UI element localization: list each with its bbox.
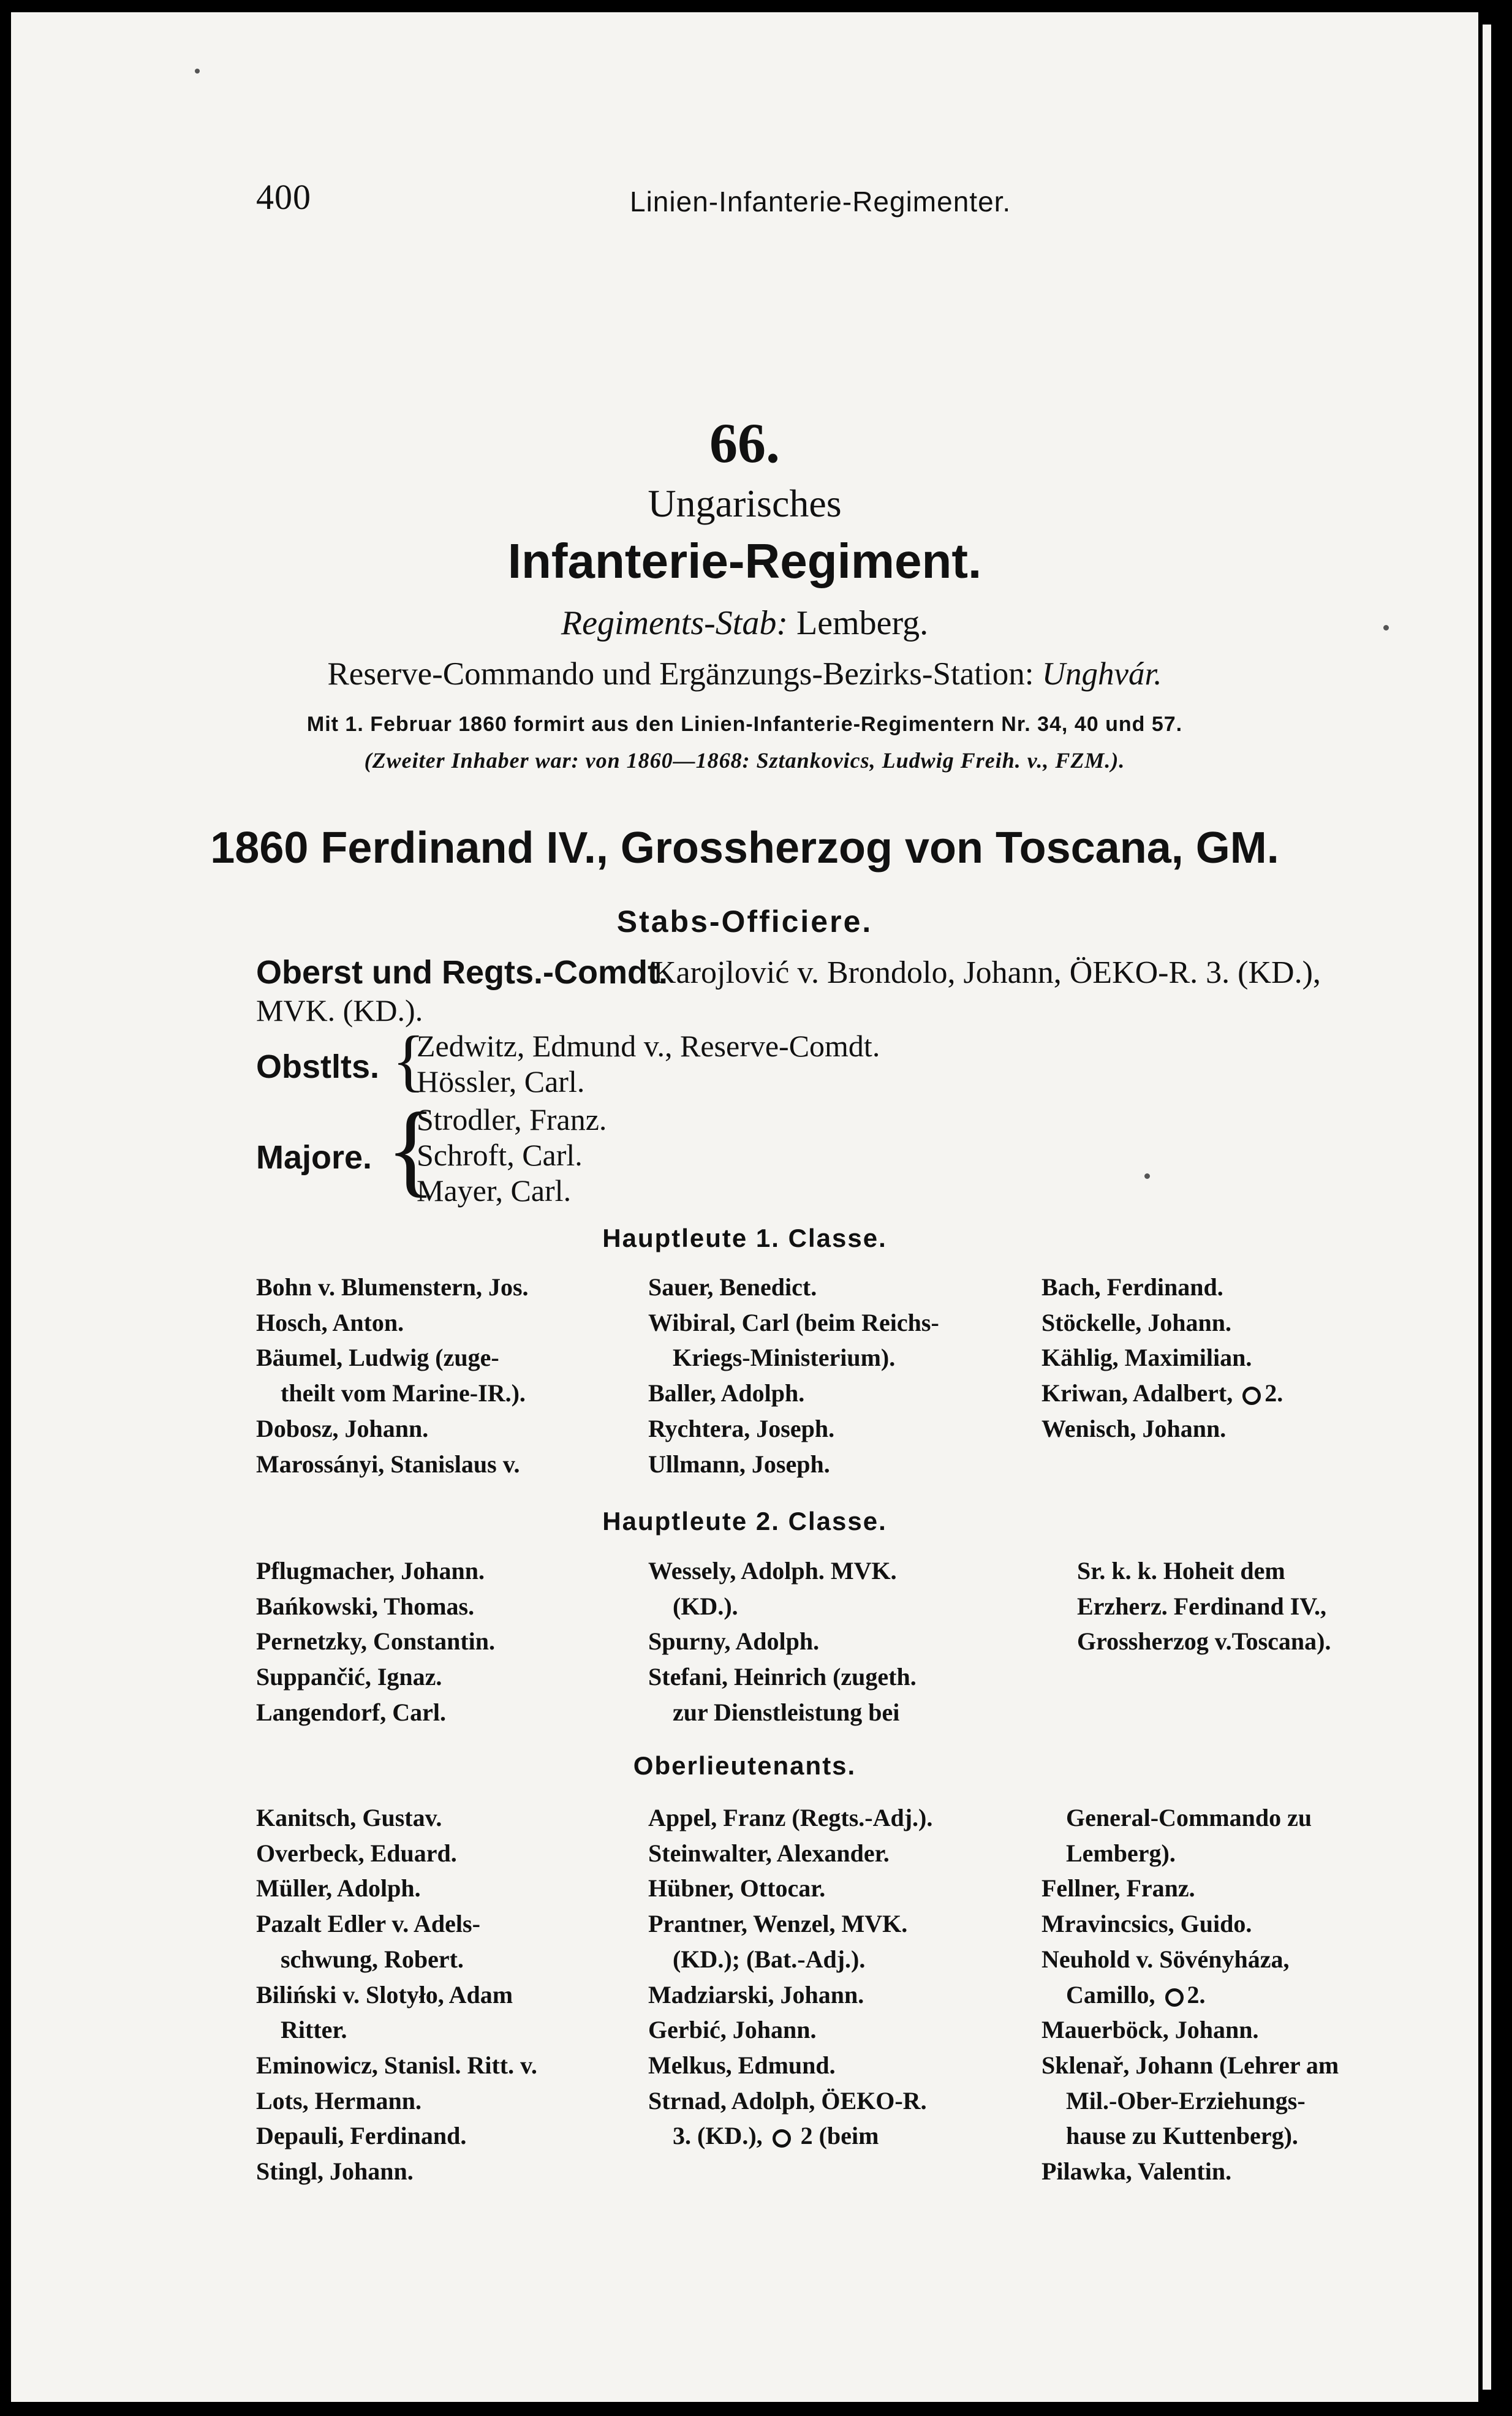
hauptleute-2-title: Hauptleute 2. Classe.	[602, 1507, 887, 1536]
officer-entry: Suppančić, Ignaz.	[256, 1663, 442, 1691]
regiment-nationality: Ungarisches	[648, 482, 842, 525]
regiment-title: Infanterie-Regiment.	[507, 534, 982, 588]
scan-speck	[195, 69, 200, 74]
officer-entry: Kählig, Maximilian.	[1041, 1344, 1252, 1372]
regiment-inhaber: 1860 Ferdinand IV., Grossherzog von Toscana, GM.	[210, 824, 1279, 873]
hauptleute-2-col3	[1077, 1553, 1331, 1659]
officer-entry: Dobosz, Johann.	[256, 1414, 429, 1442]
hauptleute-2-col1	[256, 1553, 495, 1730]
oberlieutenants-col2	[648, 1800, 932, 2154]
oberst-entry: Karojlović v. Brondolo, Johann, ÖEKO-R. 3. (KD.),	[653, 955, 1321, 990]
officer-entry: Stöckelle, Johann.	[1041, 1308, 1232, 1336]
officer-name: Kriwan, Adalbert,	[1041, 1379, 1233, 1407]
reserve-location: Unghvár.	[1041, 656, 1162, 692]
officer-entry: Neuhold v. Sövényháza,	[1041, 1945, 1290, 1973]
officer-entry: Lots, Hermann.	[256, 2086, 421, 2115]
officer-entry: Overbeck, Eduard.	[256, 1839, 457, 1867]
officer-entry-cont: General-Commando zu	[1066, 1804, 1312, 1831]
officer-entry: Kanitsch, Gustav.	[256, 1804, 442, 1831]
officer-entry	[1041, 1376, 1283, 1411]
officer-entry-cont: Sr. k. k. Hoheit dem	[1077, 1557, 1285, 1585]
officer-entry: Biliński v. Slotyło, Adam	[256, 1980, 513, 2009]
officer-entry: Langendorf, Carl.	[256, 1698, 446, 1726]
officer-entry: Gerbić, Johann.	[648, 2016, 817, 2044]
officer-entry-cont: schwung, Robert.	[281, 1945, 464, 1973]
officer-text: 3. (KD.),	[673, 2122, 763, 2150]
officer-entry: Depauli, Ferdinand.	[256, 2122, 467, 2150]
obstlt-entry: Hössler, Carl.	[417, 1064, 585, 1099]
obstlt-entry: Zedwitz, Edmund v., Reserve-Comdt.	[417, 1029, 880, 1063]
order-class: 2.	[1187, 1980, 1206, 2009]
scan-speck	[1144, 1173, 1150, 1179]
officer-entry-cont: hause zu Kuttenberg).	[1066, 2122, 1298, 2150]
oberst-label: Oberst und Regts.-Comdt.	[256, 954, 668, 991]
officer-entry-cont: Grossherzog v.Toscana).	[1077, 1627, 1331, 1656]
obstlts-brace: {	[392, 1023, 425, 1099]
officer-text: 2 (beim	[800, 2122, 879, 2150]
officer-entry: Steinwalter, Alexander.	[648, 1839, 890, 1867]
officer-entry: Pazalt Edler v. Adels-	[256, 1910, 480, 1938]
officer-entry-cont	[648, 2118, 932, 2154]
officer-entry-cont: (KD.); (Bat.-Adj.).	[673, 1945, 866, 1973]
order-circle-icon	[1165, 1988, 1184, 2007]
order-circle-icon	[773, 2129, 791, 2148]
stab-location: Lemberg.	[796, 604, 929, 642]
officer-entry: Pflugmacher, Johann.	[256, 1557, 485, 1585]
officer-entry: Stefani, Heinrich (zugeth.	[648, 1663, 917, 1691]
officer-entry: Rychtera, Joseph.	[648, 1414, 835, 1442]
reserve-station	[11, 656, 1478, 692]
oberlieutenants-title: Oberlieutenants.	[633, 1751, 856, 1780]
officer-entry: Sauer, Benedict.	[648, 1273, 817, 1301]
hauptleute-1-col1	[256, 1270, 529, 1482]
hauptleute-1-col2	[648, 1270, 939, 1482]
regiment-stab	[11, 604, 1478, 643]
officer-entry: Fellner, Franz.	[1041, 1874, 1195, 1903]
officer-entry: Mauerböck, Johann.	[1041, 2016, 1259, 2044]
officer-entry: Pernetzky, Constantin.	[256, 1627, 495, 1656]
oberlieutenants-col1	[256, 1800, 537, 2189]
stab-label: Regiments-Stab:	[561, 604, 788, 642]
oberlieutenants-col3	[1041, 1800, 1339, 2189]
officer-entry-cont: Erzherz. Ferdinand IV.,	[1077, 1592, 1327, 1620]
officer-entry: Bańkowski, Thomas.	[256, 1592, 475, 1620]
officer-entry: Pilawka, Valentin.	[1041, 2157, 1232, 2186]
officer-entry-cont: Kriegs-Ministerium).	[673, 1344, 896, 1372]
majore-label: Majore.	[256, 1139, 372, 1176]
officer-entry-cont: Ritter.	[281, 2016, 347, 2044]
major-entry: Mayer, Carl.	[417, 1173, 572, 1208]
formation-note: Mit 1. Februar 1860 formirt aus den Linien-Infanterie-Regimentern Nr. 34, 40 und 57.	[306, 713, 1183, 736]
officer-entry: Sklenař, Johann (Lehrer am	[1041, 2051, 1339, 2079]
oberst-entry-cont: MVK. (KD.).	[256, 993, 423, 1028]
hauptleute-1-title: Hauptleute 1. Classe.	[602, 1224, 887, 1252]
second-owner-note: (Zweiter Inhaber war: von 1860—1868: Sztankovics, Ludwig Freih. v., FZM.).	[364, 748, 1125, 773]
officer-entry: Prantner, Wenzel, MVK.	[648, 1910, 908, 1938]
major-entry: Schroft, Carl.	[417, 1138, 583, 1172]
officer-entry: Eminowicz, Stanisl. Ritt. v.	[256, 2051, 537, 2079]
stabs-officiere-title: Stabs-Officiere.	[616, 904, 873, 939]
officer-entry-cont: (KD.).	[673, 1592, 738, 1620]
officer-text: Camillo,	[1066, 1980, 1155, 2009]
officer-entry-cont: zur Dienstleistung bei	[673, 1698, 900, 1726]
officer-entry: Hübner, Ottocar.	[648, 1874, 826, 1903]
officer-entry: Marossányi, Stanislaus v.	[256, 1450, 520, 1478]
officer-entry: Stingl, Johann.	[256, 2157, 414, 2186]
officer-entry: Mravincsics, Guido.	[1041, 1910, 1252, 1938]
officer-entry: Müller, Adolph.	[256, 1874, 421, 1903]
running-title: Linien-Infanterie-Regimenter.	[630, 186, 1011, 218]
officer-entry: Bohn v. Blumenstern, Jos.	[256, 1273, 529, 1301]
officer-entry: Wibiral, Carl (beim Reichs-	[648, 1308, 939, 1336]
officer-entry-cont	[1041, 1977, 1339, 2013]
officer-entry: Baller, Adolph.	[648, 1379, 805, 1407]
officer-entry: Strnad, Adolph, ÖEKO-R.	[648, 2086, 927, 2115]
majore-brace: {	[386, 1091, 436, 1206]
order-circle-icon	[1242, 1387, 1261, 1405]
hauptleute-1-col3	[1041, 1270, 1283, 1447]
officer-entry: Spurny, Adolph.	[648, 1627, 820, 1656]
officer-entry-cont: theilt vom Marine-IR.).	[281, 1379, 526, 1407]
regiment-number: 66.	[709, 412, 780, 474]
officer-entry-cont: Mil.-Ober-Erziehungs-	[1066, 2086, 1306, 2115]
obstlts-label: Obstlts.	[256, 1048, 380, 1085]
order-class: 2.	[1264, 1379, 1283, 1407]
officer-entry: Madziarski, Johann.	[648, 1980, 864, 2009]
page-number: 400	[256, 177, 311, 217]
officer-entry: Bach, Ferdinand.	[1041, 1273, 1223, 1301]
reserve-text: Reserve-Commando und Ergänzungs-Bezirks-Station:	[327, 656, 1034, 692]
hauptleute-2-col2	[648, 1553, 917, 1730]
officer-entry: Hosch, Anton.	[256, 1308, 404, 1336]
officer-entry: Melkus, Edmund.	[648, 2051, 836, 2079]
officer-entry: Appel, Franz (Regts.-Adj.).	[648, 1804, 933, 1831]
officer-entry: Bäumel, Ludwig (zuge-	[256, 1344, 499, 1372]
officer-entry: Wessely, Adolph. MVK.	[648, 1557, 897, 1585]
major-entry: Strodler, Franz.	[417, 1102, 607, 1137]
scan-edge-stripe	[1483, 25, 1491, 2390]
officer-entry: Wenisch, Johann.	[1041, 1414, 1227, 1442]
officer-entry: Ullmann, Joseph.	[648, 1450, 830, 1478]
book-page	[11, 12, 1478, 2402]
officer-entry-cont: Lemberg).	[1066, 1839, 1176, 1867]
